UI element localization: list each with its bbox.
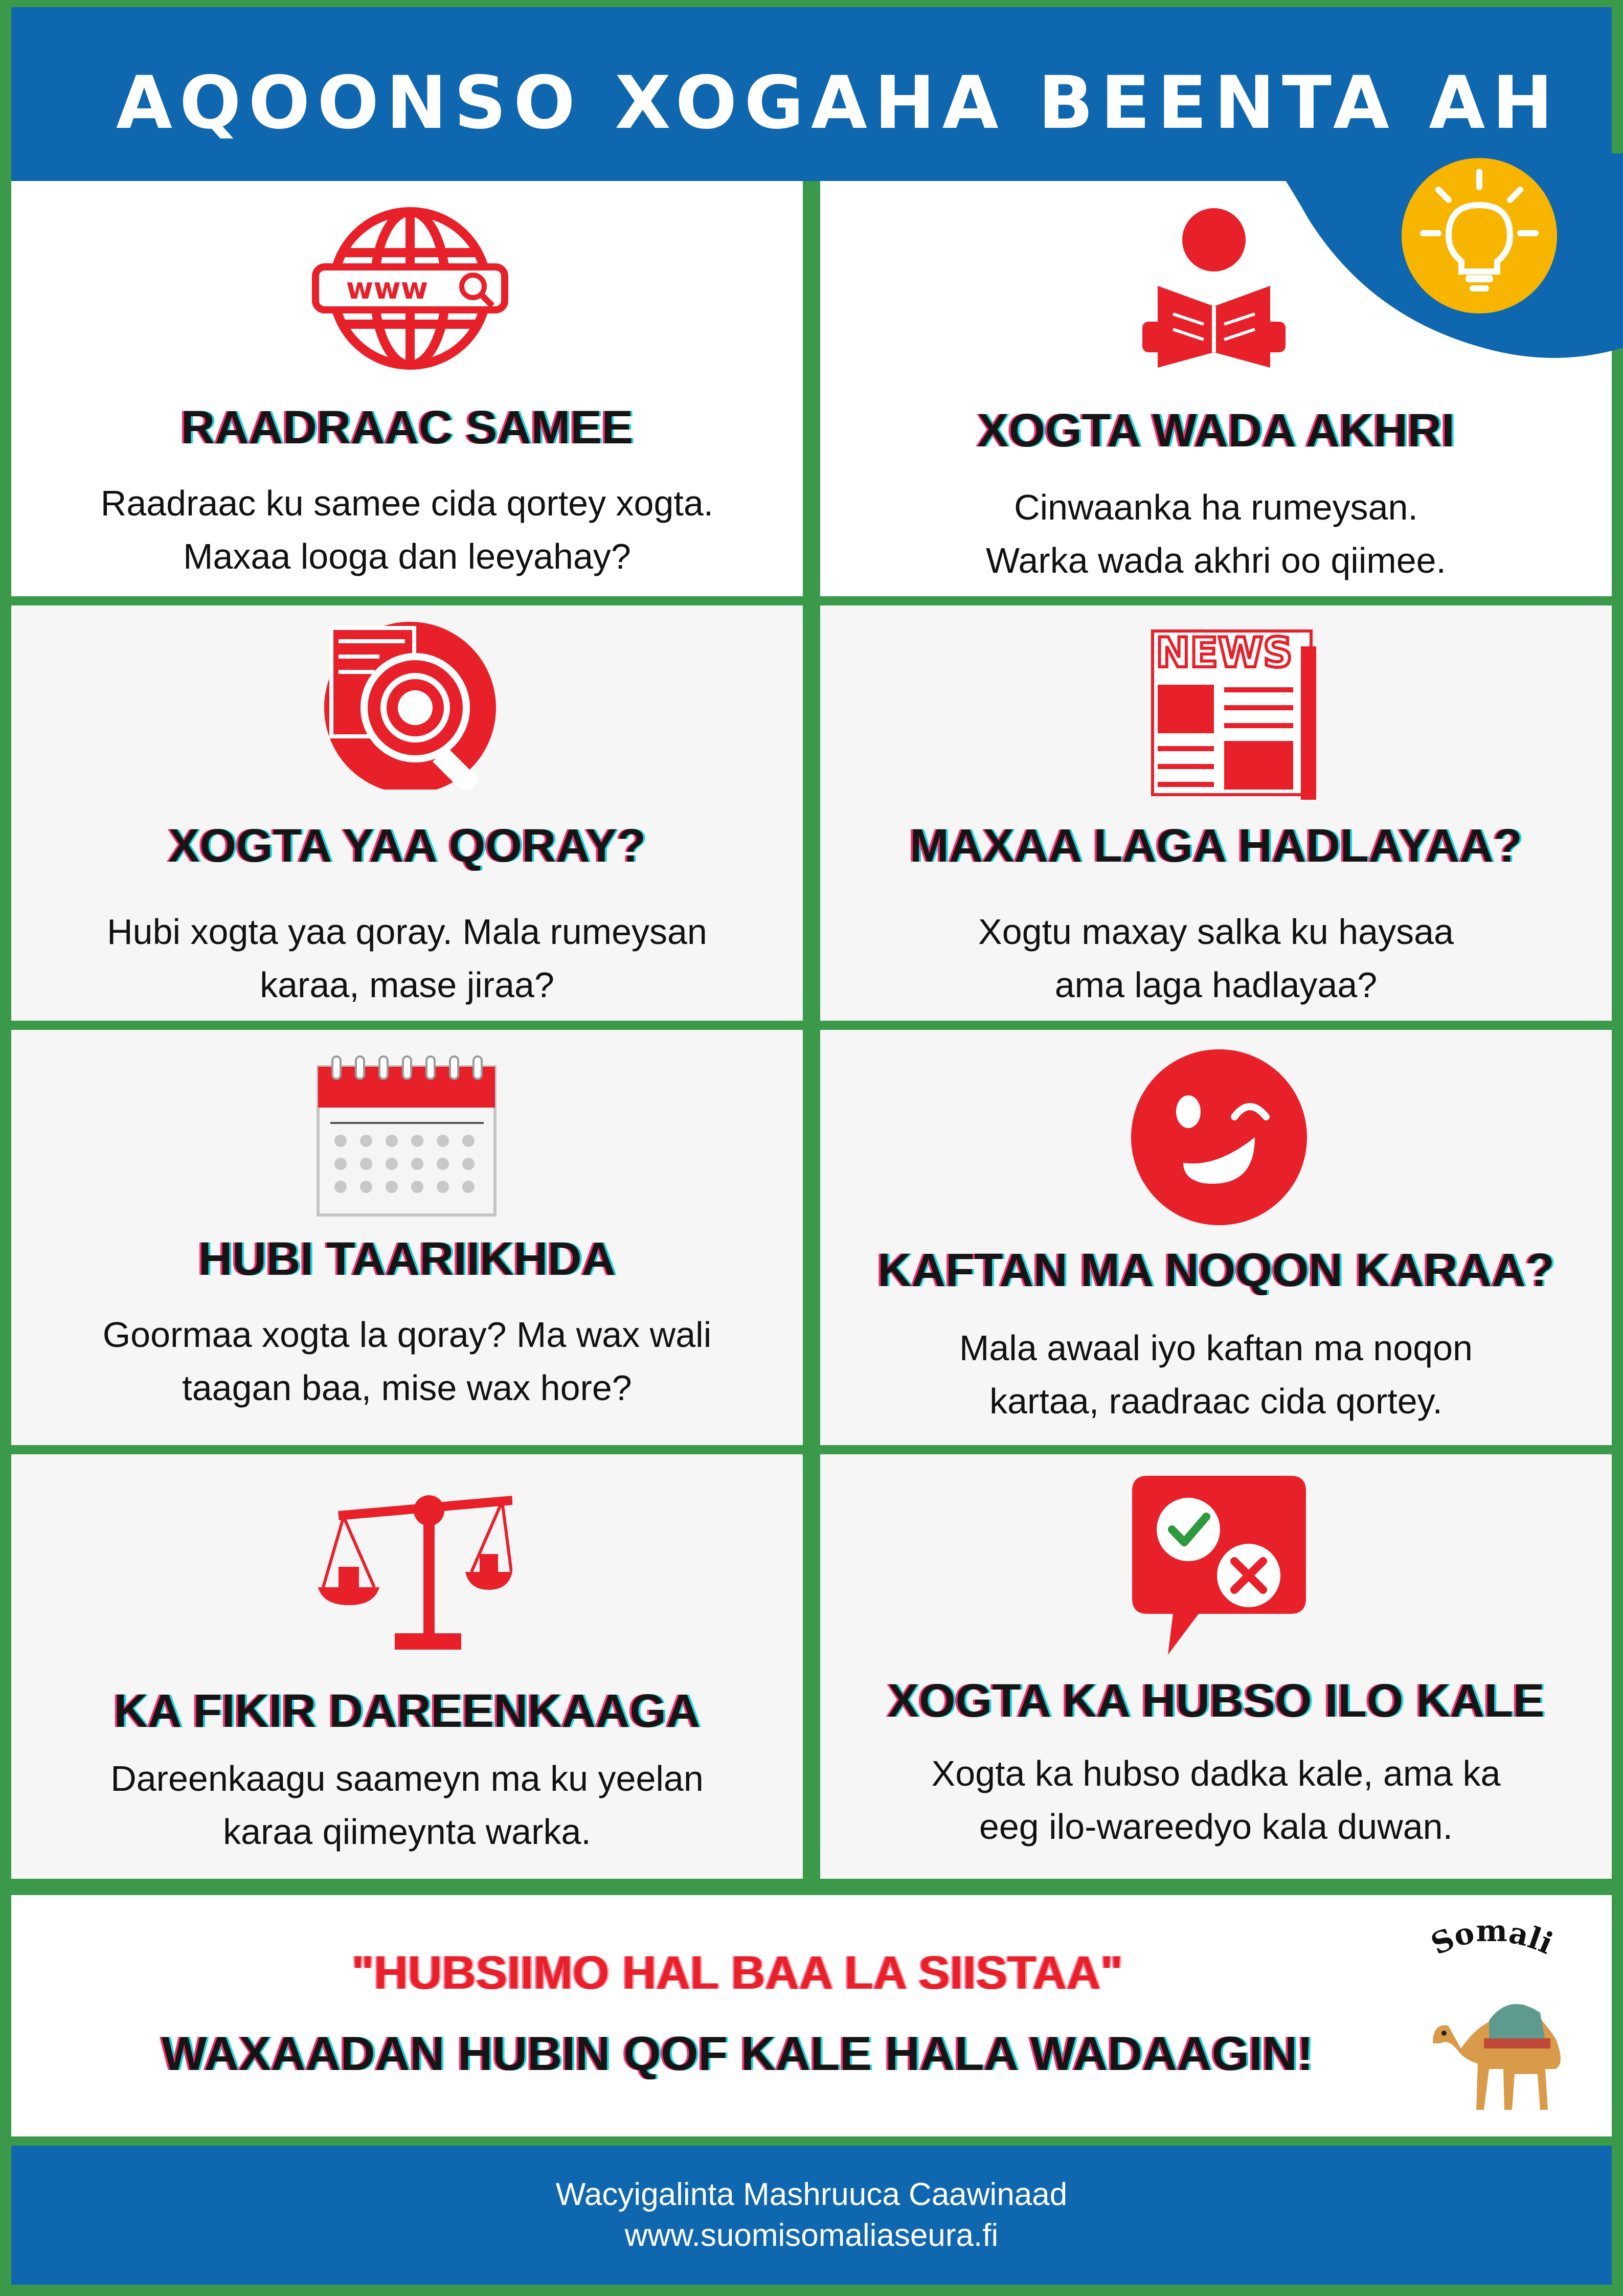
person-reading-icon [1137,204,1291,373]
magnifier-browser-icon [318,621,502,790]
card-text: Dareenkaagu saameyn ma ku yeelan karaa qiimeynta warka. [110,1759,704,1852]
card-text: Mala awaal iyo kaftan ma noqon kartaa, raadraac cida qortey. [959,1328,1473,1421]
slogan: WAXAADAN HUBIN QOF KALE HALA WADAAGIN! [161,2027,1314,2080]
tip-card-author [11,605,803,1021]
card-title: HUBI TAARIIKHDA [198,1233,616,1285]
card-text: Hubi xogta yaa qoray. Mala rumeysan karaa, mase jiraa? [107,912,707,1005]
tip-card-joke [820,1030,1612,1445]
tip-card-sources [820,1454,1612,1879]
calendar-icon [315,1051,499,1220]
card-text: Goormaa xogta la qoray? Ma wax wali taagan baa, mise wax hore? [102,1315,712,1408]
footer-banner [11,2146,1612,2285]
check-cross-bubble-icon [1132,1476,1306,1660]
bottom-message [11,1895,1612,2136]
newspaper-icon [1142,626,1326,800]
svg-text:NEWS: NEWS [1156,629,1293,677]
balance-scale-icon [318,1490,512,1654]
tip-card-date [11,1030,803,1445]
card-title: RAADRAAC SAMEE [181,401,634,454]
top-border [0,0,1253,7]
card-text: Raadraac ku samee cida qortey xogta. Maxaa looga dan leeyahay? [100,483,714,576]
card-title: MAXAA LAGA HADLAYAA? [910,820,1522,872]
lightbulb-icon [1400,156,1559,315]
somali-camel-logo [1412,1916,1581,2130]
footer-website-link[interactable]: www.suomisomaliaseura.fi [624,2218,999,2253]
proverb-quote: "HUBSIIMO HAL BAA LA SIISTAA" [351,1947,1123,1999]
globe-www-icon [310,201,510,375]
card-title: XOGTA WADA AKHRI [977,404,1455,457]
card-text: Xogtu maxay salka ku haysaa ama laga hadlayaa? [978,912,1454,1005]
card-title: KA FIKIR DAREENKAAGA [114,1685,701,1737]
card-text: Xogta ka hubso dadka kale, ama ka eeg ilo-wareedyo kala duwan. [931,1753,1501,1847]
footer-project: Wacyigalinta Mashruuca Caawinaad [555,2177,1068,2212]
tip-card-feelings [11,1454,803,1879]
card-title: XOGTA KA HUBSO ILO KALE [887,1675,1545,1727]
card-text: Cinwaanka ha rumeysan. Warka wada akhri oo qiimee. [985,487,1447,580]
svg-text:www: www [346,271,429,306]
tip-card-topic [820,605,1612,1021]
svg-text:Somali: Somali [1426,1916,1558,1962]
page-title: AQOONSO XOGAHA BEENTA AH [116,61,1561,145]
tip-card-trace [11,181,803,596]
card-title: KAFTAN MA NOQON KARAA? [877,1244,1554,1296]
card-title: XOGTA YAA QORAY? [168,820,646,872]
winking-face-icon [1127,1045,1311,1229]
tips-grid [11,181,1612,1889]
